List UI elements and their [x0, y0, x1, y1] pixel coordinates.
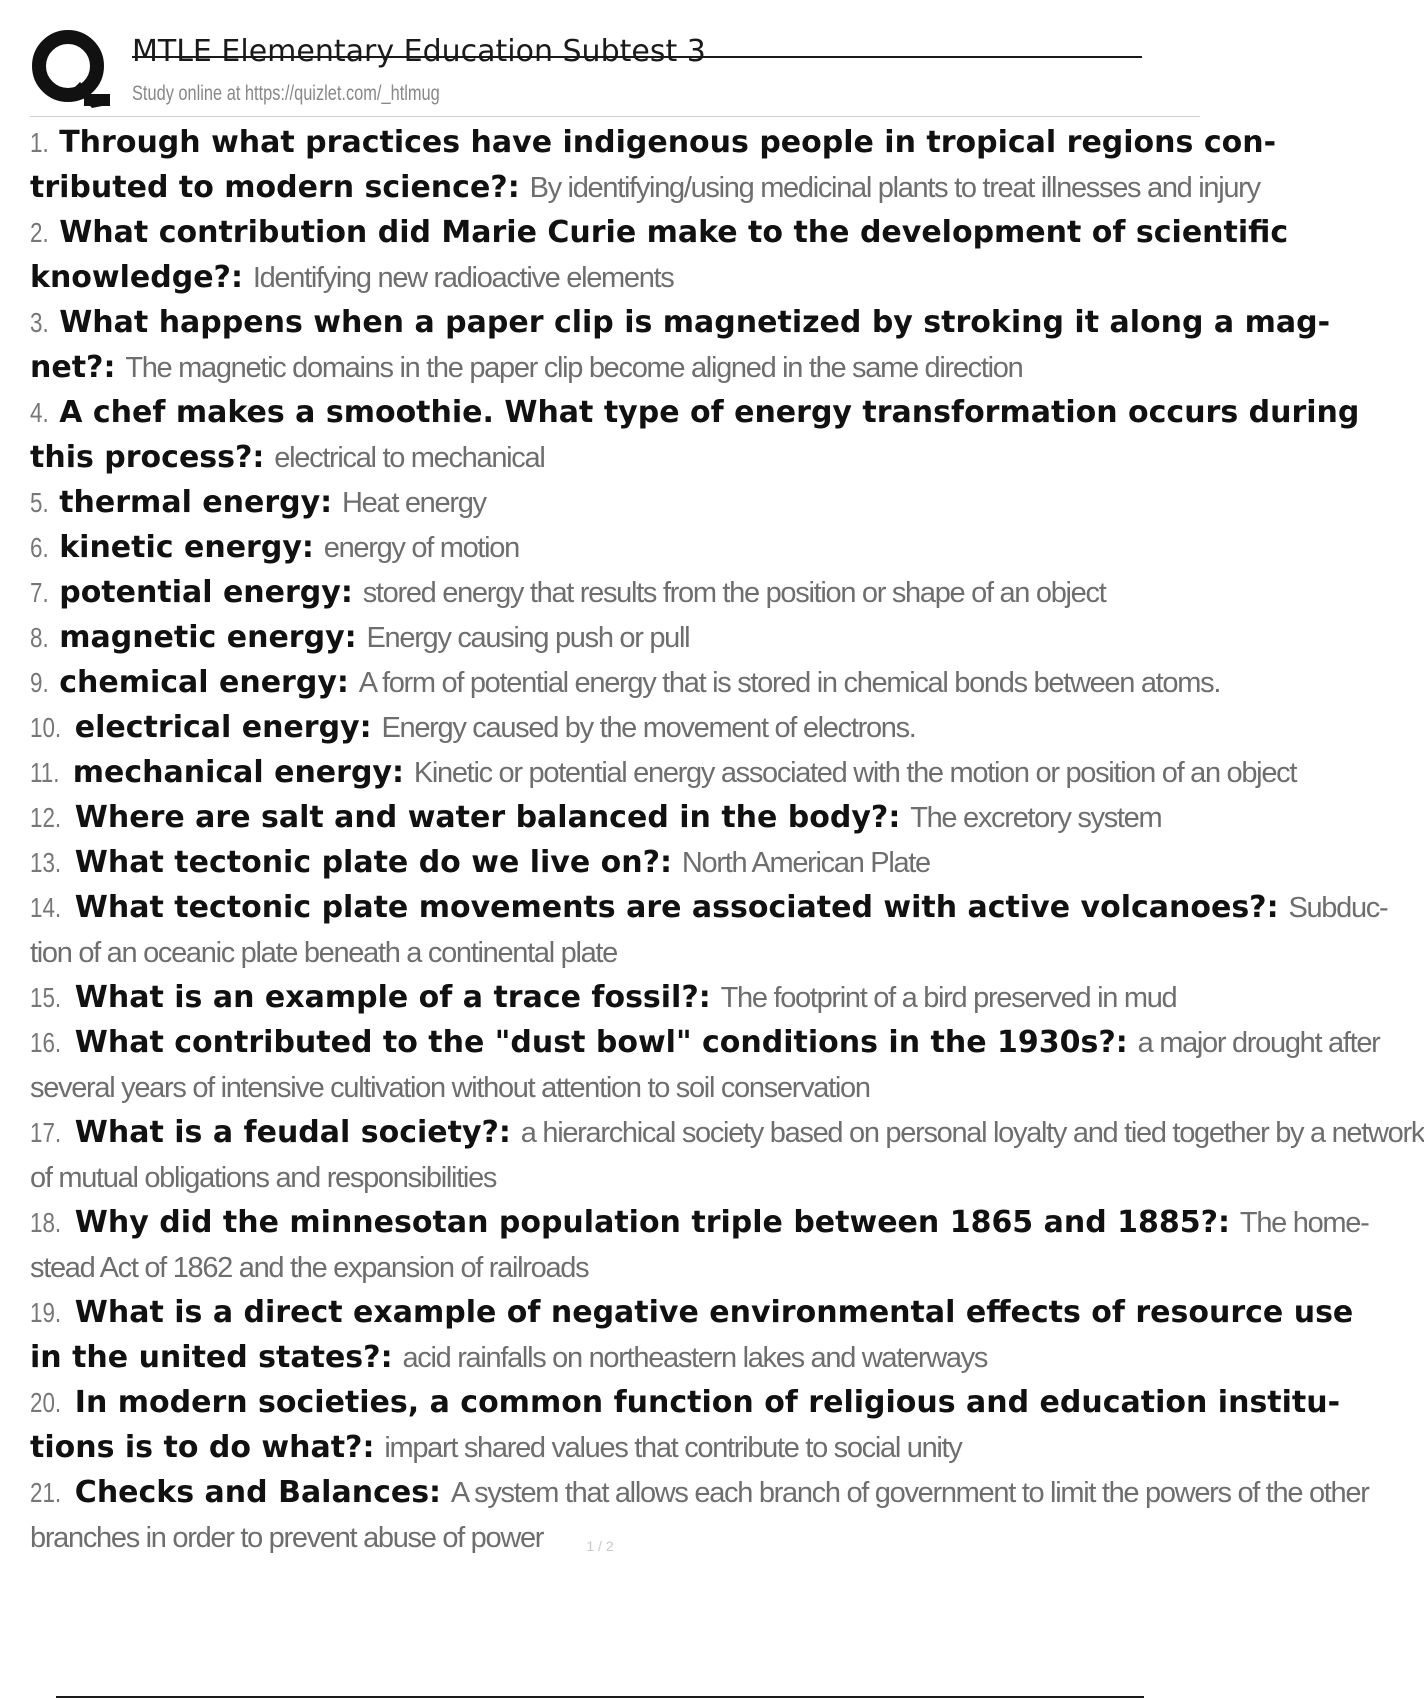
flashcard-line	[30, 165, 1260, 210]
flashcard-definition: Identifying new radioactive elements	[252, 262, 674, 294]
flashcard-item	[30, 570, 1200, 615]
flashcard-item	[30, 975, 1200, 1020]
flashcard-number: 6.	[30, 532, 49, 563]
flashcard-definition: The excretory system	[910, 802, 1162, 834]
flashcard-line	[30, 1155, 1200, 1200]
flashcard-definition: Energy causing push or pull	[366, 622, 690, 654]
title-strike-rule	[132, 56, 1142, 58]
flashcard-item	[30, 750, 1297, 795]
flashcard-definition: a major drought after	[1137, 1027, 1380, 1059]
flashcard-term-continued: in the united states?:	[30, 1340, 393, 1375]
flashcard-line	[30, 304, 1330, 340]
flashcard-line	[30, 255, 1200, 300]
flashcard-term: chemical energy:	[59, 665, 349, 700]
flashcard-definition: impart shared values that contribute to social unity	[384, 1432, 962, 1464]
flashcard-term: kinetic energy:	[59, 530, 314, 565]
flashcard-line	[30, 124, 1276, 160]
flashcard-term: Where are salt and water balanced in the body?:	[74, 800, 901, 835]
flashcard-definition: The footprint of a bird preserved in mud	[720, 982, 1177, 1014]
flashcard-number: 17.	[30, 1117, 62, 1148]
flashcard-definition: Heat energy	[342, 487, 486, 519]
flashcard-term: potential energy:	[59, 575, 353, 610]
flashcard-item	[30, 480, 1200, 525]
flashcard-term: electrical energy:	[74, 710, 372, 745]
flashcard-line	[30, 1114, 1424, 1150]
flashcard-term: What contributed to the "dust bowl" conditions in the 1930s?:	[74, 1025, 1128, 1060]
flashcard-line	[30, 709, 916, 745]
flashcard-term: Checks and Balances:	[74, 1475, 442, 1510]
flashcard-term: Through what practices have indigenous people in tropical regions con-	[59, 125, 1277, 160]
flashcard-definition-continued: several years of intensive cultivation without attention to soil conservation	[30, 1072, 870, 1104]
flashcard-term: What is a feudal society?:	[74, 1115, 511, 1150]
flashcard-term: What contribution did Marie Curie make to the development of scientific	[59, 215, 1289, 250]
flashcard-line	[30, 394, 1359, 430]
flashcard-definition-continued: branches in order to prevent abuse of power	[30, 1522, 544, 1554]
flashcard-term: What tectonic plate do we live on?:	[74, 845, 673, 880]
flashcard-line	[30, 1245, 1200, 1290]
flashcard-term-continued: tributed to modern science?:	[30, 170, 520, 205]
flashcard-item	[30, 1290, 1354, 1380]
flashcard-term: What tectonic plate movements are associated with active volcanoes?:	[74, 890, 1279, 925]
flashcard-line	[30, 214, 1288, 250]
flashcard-line	[30, 979, 1176, 1015]
flashcard-definition-continued: of mutual obligations and responsibilities	[30, 1162, 497, 1194]
footer-divider	[56, 1696, 1144, 1698]
flashcard-definition: North American Plate	[681, 847, 930, 879]
flashcard-term-continued: tions is to do what?:	[30, 1430, 375, 1465]
flashcard-number: 14.	[30, 892, 62, 923]
flashcard-term: A chef makes a smoothie. What type of energy transformation occurs during	[59, 395, 1360, 430]
flashcard-definition: Energy caused by the movement of electrons.	[381, 712, 916, 744]
flashcard-number: 18.	[30, 1207, 62, 1238]
flashcard-term: In modern societies, a common function of religious and education institu-	[74, 1385, 1341, 1420]
flashcard-definition: Subduc-	[1288, 892, 1388, 924]
flashcard-term: Why did the minnesotan population triple between 1865 and 1885?:	[74, 1205, 1231, 1240]
flashcard-line	[30, 345, 1200, 390]
flashcard-number: 9.	[30, 667, 49, 698]
flashcard-item	[30, 120, 1277, 210]
flashcard-line	[30, 574, 1105, 610]
flashcard-definition: By identifying/using medicinal plants to treat illnesses and injury	[529, 172, 1260, 204]
flashcard-line	[30, 844, 930, 880]
flashcard-definition: A system that allows each branch of government to limit the powers of the other	[450, 1477, 1369, 1509]
study-online-link[interactable]: Study online at https://quizlet.com/_htlmug	[132, 82, 440, 105]
flashcard-line	[30, 889, 1387, 925]
flashcard-term-continued: knowledge?:	[30, 260, 243, 295]
flashcard-number: 1.	[30, 127, 49, 158]
flashcard-definition-continued: stead Act of 1862 and the expansion of railroads	[30, 1252, 589, 1284]
flashcard-term: mechanical energy:	[72, 755, 404, 790]
flashcard-number: 7.	[30, 577, 49, 608]
flashcard-number: 21.	[30, 1477, 62, 1508]
flashcard-term-continued: net?:	[30, 350, 116, 385]
flashcard-number: 15.	[30, 982, 62, 1013]
flashcard-item	[30, 615, 1200, 660]
flashcard-number: 20.	[30, 1387, 62, 1418]
flashcard-item	[30, 1110, 1424, 1200]
flashcard-list	[30, 120, 1424, 1560]
flashcard-definition: energy of motion	[323, 532, 519, 564]
flashcard-definition: A form of potential energy that is stored in chemical bonds between atoms.	[358, 667, 1221, 699]
flashcard-line	[30, 799, 1161, 835]
flashcard-item	[30, 660, 1221, 705]
flashcard-item	[30, 840, 1200, 885]
flashcard-number: 13.	[30, 847, 62, 878]
flashcard-item	[30, 885, 1388, 975]
flashcard-definition: a hierarchical society based on personal loyalty and tied together by a network	[520, 1117, 1424, 1149]
flashcard-number: 19.	[30, 1297, 62, 1328]
flashcard-item	[30, 795, 1200, 840]
flashcard-number: 11.	[30, 757, 60, 788]
flashcard-line	[30, 1474, 1369, 1510]
flashcard-term-continued: this process?:	[30, 440, 265, 475]
flashcard-number: 8.	[30, 622, 49, 653]
flashcard-definition: acid rainfalls on northeastern lakes and waterways	[402, 1342, 988, 1374]
flashcard-definition: The home-	[1239, 1207, 1369, 1239]
flashcard-line	[30, 754, 1296, 790]
page-number: 1 / 2	[586, 1538, 614, 1554]
flashcard-item	[30, 390, 1360, 480]
quizlet-q-logo-icon	[30, 28, 114, 112]
flashcard-line	[30, 1024, 1380, 1060]
flashcard-number: 4.	[30, 397, 49, 428]
flashcard-line	[30, 1425, 1200, 1470]
flashcard-number: 5.	[30, 487, 49, 518]
flashcard-term: thermal energy:	[59, 485, 333, 520]
flashcard-line	[30, 1065, 1200, 1110]
flashcard-term: What is an example of a trace fossil?:	[74, 980, 711, 1015]
flashcard-number: 12.	[30, 802, 62, 833]
flashcard-line	[30, 529, 519, 565]
flashcard-line	[30, 664, 1220, 700]
flashcard-term: What is a direct example of negative environmental effects of resource use	[74, 1295, 1354, 1330]
flashcard-item	[30, 300, 1331, 390]
flashcard-number: 3.	[30, 307, 49, 338]
flashcard-item	[30, 210, 1289, 300]
flashcard-term: magnetic energy:	[59, 620, 357, 655]
flashcard-definition: Kinetic or potential energy associated with the motion or position of an object	[413, 757, 1297, 789]
flashcard-line	[30, 435, 1200, 480]
flashcard-item	[30, 1380, 1341, 1470]
flashcard-number: 2.	[30, 217, 49, 248]
flashcard-definition: electrical to mechanical	[274, 442, 545, 474]
flashcard-definition: The magnetic domains in the paper clip become aligned in the same direction	[125, 352, 1023, 384]
flashcard-item	[30, 1200, 1369, 1290]
flashcard-line	[30, 930, 1200, 975]
flashcard-line	[30, 1335, 1200, 1380]
flashcard-term: What happens when a paper clip is magnetized by stroking it along a mag-	[59, 305, 1331, 340]
flashcard-item	[30, 705, 1200, 750]
flashcard-number: 16.	[30, 1027, 62, 1058]
flashcard-item	[30, 1020, 1380, 1110]
flashcard-line	[30, 1294, 1353, 1330]
header-divider	[30, 116, 1200, 117]
document-title: MTLE Elementary Education Subtest 3	[132, 34, 706, 69]
flashcard-line	[30, 484, 486, 520]
flashcard-definition-continued: tion of an oceanic plate beneath a continental plate	[30, 937, 618, 969]
flashcard-line	[30, 619, 689, 655]
flashcard-number: 10.	[30, 712, 62, 743]
flashcard-item	[30, 525, 1200, 570]
flashcard-definition: stored energy that results from the position or shape of an object	[362, 577, 1106, 609]
flashcard-line	[30, 1204, 1368, 1240]
flashcard-line	[30, 1384, 1340, 1420]
